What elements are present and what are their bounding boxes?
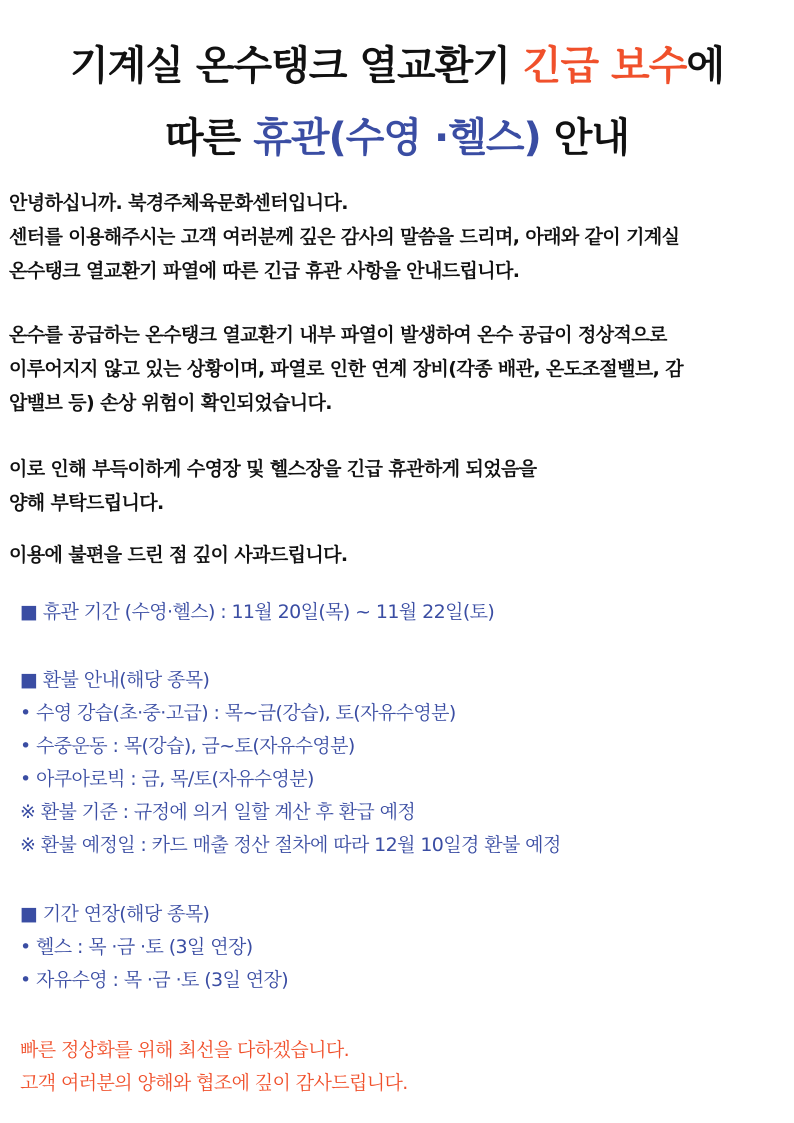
detail-line: 이루어지지 않고 있는 상황이며, 파열로 인한 연계 장비(각종 배관, 온도조절밸브, 감 xyxy=(9,358,683,380)
refund-item: • 아쿠아로빅 : 금, 목/토(자유수영분) xyxy=(20,768,314,790)
title-line-1-end: 에 xyxy=(686,43,724,89)
notice-title-line-1 xyxy=(0,38,794,94)
closure-line: 이로 인해 부득이하게 수영장 및 헬스장을 긴급 휴관하게 되었음을 xyxy=(9,458,537,480)
refund-section xyxy=(20,664,790,862)
refund-note: ※ 환불 기준 : 규정에 의거 일할 계산 후 환급 예정 xyxy=(20,801,416,823)
closing-line: 빠른 정상화를 위해 최선을 다하겠습니다. xyxy=(20,1039,350,1061)
extension-heading: ■ 기간 연장(해당 종목) xyxy=(20,903,210,925)
notice-title-line-2 xyxy=(0,110,794,166)
title-closure-facilities: 휴관(수영 ·헬스) xyxy=(253,115,541,161)
closure-paragraph xyxy=(9,452,789,520)
title-line-2-start: 따른 xyxy=(165,115,254,161)
extension-section xyxy=(20,898,790,997)
intro-paragraph xyxy=(9,186,789,288)
title-urgent-repair: 긴급 보수 xyxy=(522,43,687,89)
apology-line: 이용에 불편을 드린 점 깊이 사과드립니다. xyxy=(9,544,348,566)
refund-item: • 수영 강습(초·중·고급) : 목~금(강습), 토(자유수영분) xyxy=(20,702,456,724)
apology-paragraph xyxy=(9,538,789,572)
closed-period-heading: ■ 휴관 기간 (수영·헬스) : 11월 20일(목) ~ 11월 22일(토) xyxy=(20,601,495,623)
detail-line: 온수를 공급하는 온수탱크 열교환기 내부 파열이 발생하여 온수 공급이 정상적으로 xyxy=(9,324,667,346)
intro-line: 안녕하십니까. 북경주체육문화센터입니다. xyxy=(9,192,348,214)
extension-item: • 자유수영 : 목 ·금 ·토 (3일 연장) xyxy=(20,969,289,991)
refund-item: • 수중운동 : 목(강습), 금~토(자유수영분) xyxy=(20,735,355,757)
refund-heading: ■ 환불 안내(해당 종목) xyxy=(20,669,210,691)
closed-period-section xyxy=(20,596,790,629)
detail-paragraph xyxy=(9,318,789,420)
extension-item: • 헬스 : 목 ·금 ·토 (3일 연장) xyxy=(20,936,253,958)
closure-line: 양해 부탁드립니다. xyxy=(9,492,164,514)
detail-line: 압밸브 등) 손상 위험이 확인되었습니다. xyxy=(9,392,332,414)
title-line-2-end: 안내 xyxy=(540,115,629,161)
intro-line: 온수탱크 열교환기 파열에 따른 긴급 휴관 사항을 안내드립니다. xyxy=(9,260,520,282)
closing-line: 고객 여러분의 양해와 협조에 깊이 감사드립니다. xyxy=(20,1072,408,1094)
refund-note: ※ 환불 예정일 : 카드 매출 정산 절차에 따라 12월 10일경 환불 예정 xyxy=(20,834,561,856)
closing-message xyxy=(20,1034,790,1100)
intro-line: 센터를 이용해주시는 고객 여러분께 깊은 감사의 말씀을 드리며, 아래와 같이 기계실 xyxy=(9,226,680,248)
title-line-1-main: 기계실 온수탱크 열교환기 xyxy=(70,43,523,89)
